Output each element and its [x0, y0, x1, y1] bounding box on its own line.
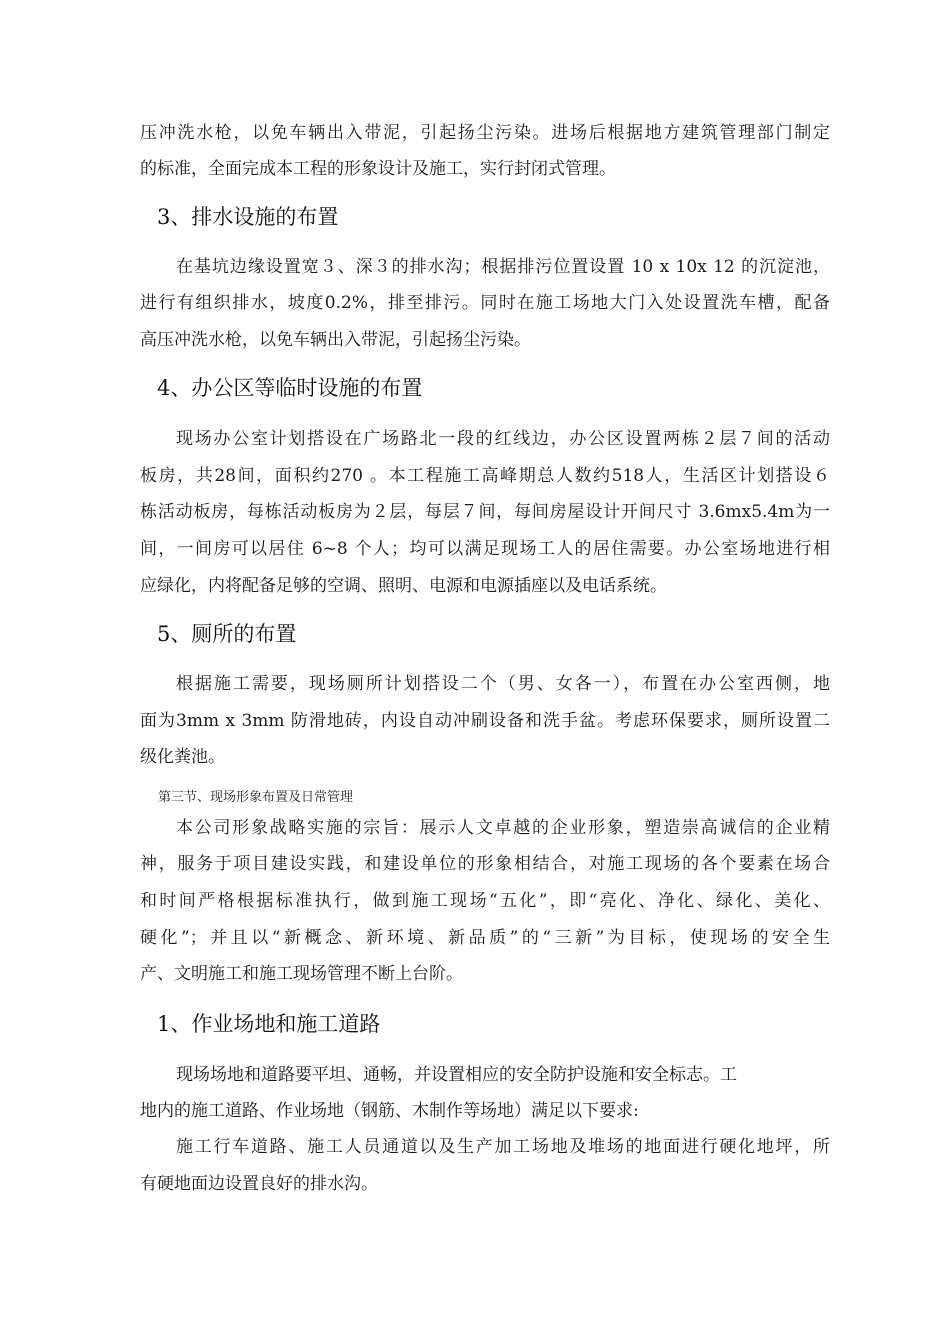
- paragraph-line: 现场场地和道路要平坦、通畅，并设置相应的安全防护设施和安全标志。工: [176, 1065, 737, 1085]
- section-heading-office: 4、办公区等临时设施的布置: [157, 376, 423, 400]
- paragraph-line: 本公司形象战略实施的宗旨：展示人文卓越的企业形象，塑造崇高诚信的企业精: [176, 818, 830, 838]
- section-heading-drainage: 3、排水设施的布置: [157, 205, 339, 229]
- paragraph-line: 进行有组织排水，坡度0.2%，排至排污。同时在施工场地大门入处设置洗车槽，配备: [140, 293, 830, 313]
- paragraph-line: 神，服务于项目建设实践，和建设单位的形象相结合，对施工现场的各个要素在场合: [140, 854, 830, 874]
- paragraph-line: 高压冲洗水枪，以免车辆出入带泥，引起扬尘污染。: [140, 330, 531, 350]
- paragraph-line: 和时间严格根据标准执行，做到施工现场“五化”，即“亮化、净化、绿化、美化、: [140, 891, 830, 911]
- paragraph-line: 施工行车道路、施工人员通道以及生产加工场地及堆场的地面进行硬化地坪，所: [176, 1137, 830, 1157]
- paragraph-line: 地内的施工道路、作业场地（钢筋、木制作等场地）满足以下要求:: [140, 1101, 639, 1121]
- paragraph-line: 间，一间房可以居住 6~8 个人；均可以满足现场工人的居住需要。办公室场地进行相: [140, 539, 830, 559]
- paragraph-line: 现场办公室计划搭设在广场路北一段的红线边，办公区设置两栋２层７间的活动: [176, 429, 830, 449]
- paragraph-line: 面为3mm x 3mm 防滑地砖，内设自动冲刷设备和洗手盆。考虑环保要求，厕所设置二: [140, 711, 830, 731]
- paragraph-line: 级化粪池。: [140, 747, 225, 767]
- paragraph-line: 根据施工需要，现场厕所计划搭设二个（男、女各一），布置在办公室西侧，地: [176, 674, 830, 694]
- paragraph-line: 的标准，全面完成本工程的形象设计及施工，实行封闭式管理。: [140, 159, 616, 179]
- paragraph-line: 栋活动板房，每栋活动板房为２层，每层７间，每间房屋设计开间尺寸 3.6mx5.4m为一: [140, 502, 830, 522]
- paragraph-line: 板房，共28间，面积约270 。本工程施工高峰期总人数约518人，生活区计划搭设６: [140, 466, 830, 486]
- paragraph-line: 有硬地面边设置良好的排水沟。: [140, 1174, 378, 1194]
- paragraph-line: 产、文明施工和施工现场管理不断上台阶。: [140, 964, 463, 984]
- section-title-third: 第三节、现场形象布置及日常管理: [158, 790, 354, 805]
- paragraph-line: 硬化”；并且以“新概念、新环境、新品质”的“三新”为目标，使现场的安全生: [140, 928, 830, 948]
- paragraph-line: 应绿化，内将配备足够的空调、照明、电源和电源插座以及电话系统。: [140, 576, 667, 596]
- paragraph-line: 在基坑边缘设置宽３、深３的排水沟；根据排污位置设置 10 x 10x 12 的沉淀池，: [176, 257, 830, 277]
- section-heading-toilet: 5、厕所的布置: [157, 622, 297, 646]
- paragraph-line: 压冲洗水枪，以免车辆出入带泥，引起扬尘污染。进场后根据地方建筑管理部门制定: [140, 123, 830, 143]
- section-heading-worksite: 1、作业场地和施工道路: [157, 1012, 381, 1036]
